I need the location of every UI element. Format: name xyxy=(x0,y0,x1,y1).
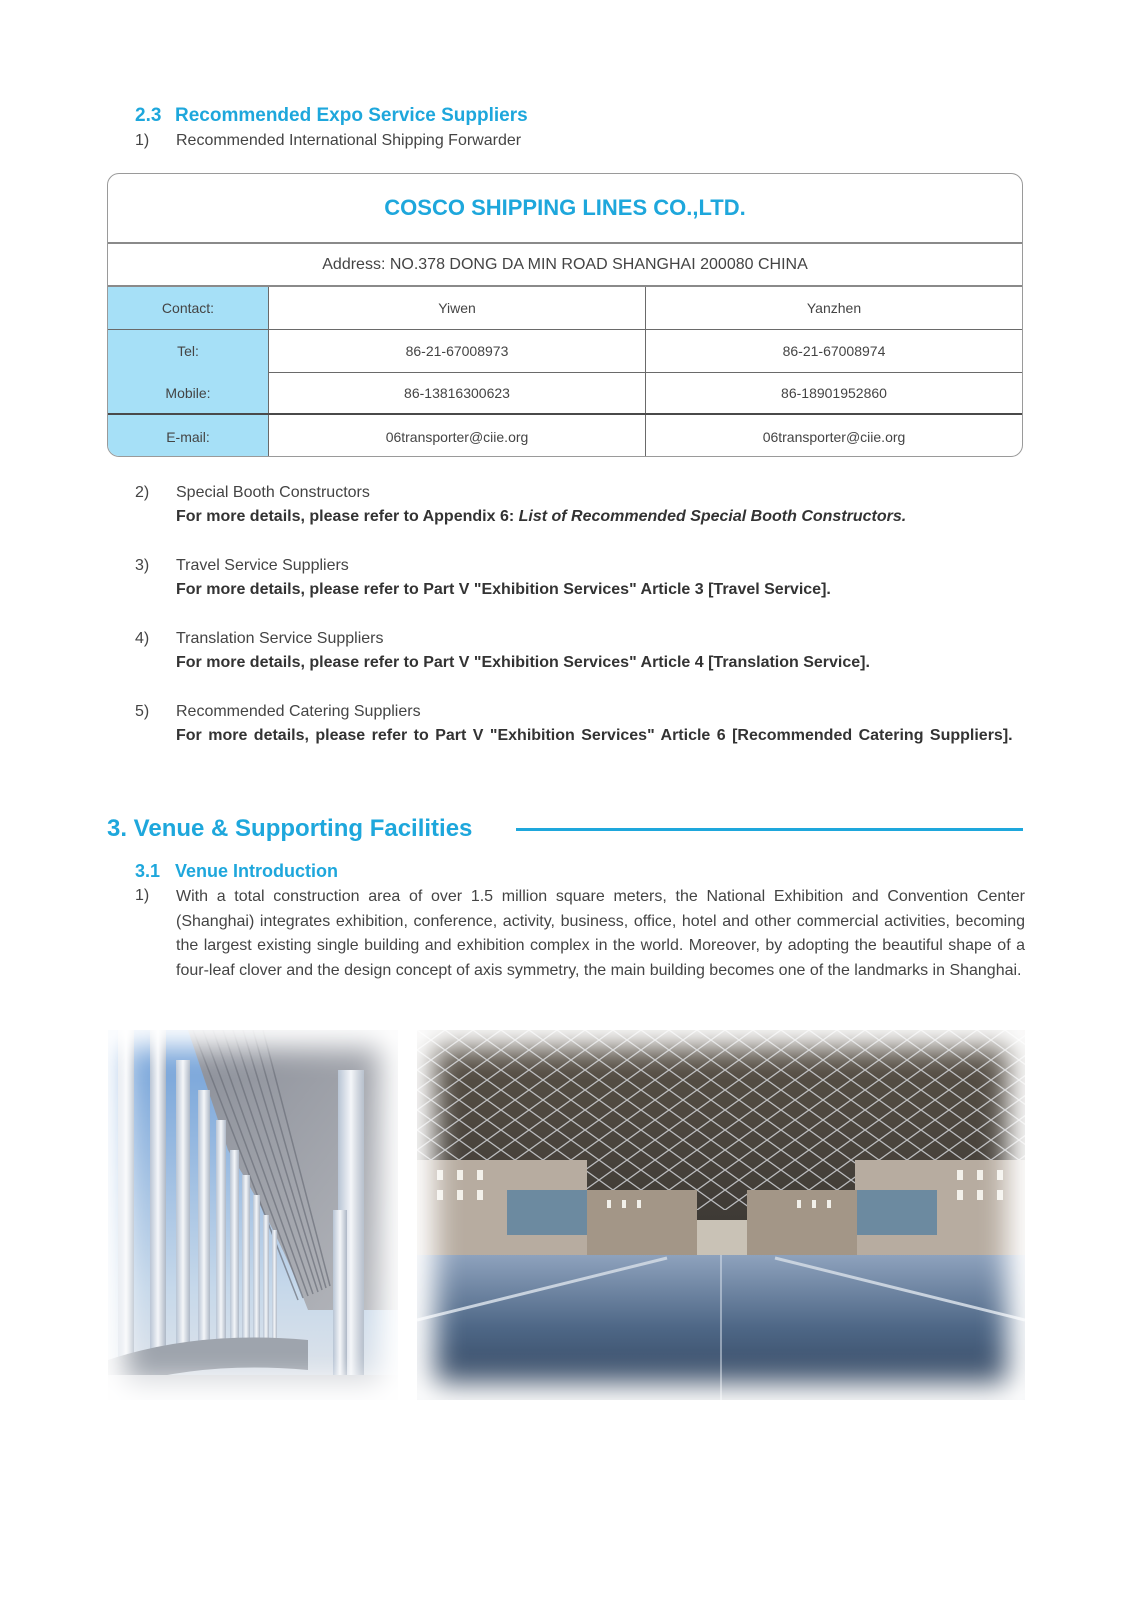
colonnade-image-icon xyxy=(108,1030,398,1400)
appendix-title: List of Recommended Special Booth Constructors. xyxy=(518,508,907,525)
company-address: Address: NO.378 DONG DA MIN ROAD SHANGHAI 200080 CHINA xyxy=(108,244,1022,287)
table-row-mobile xyxy=(108,372,1022,415)
row-label: Contact: xyxy=(108,287,269,329)
forwarder-contact-table xyxy=(107,173,1023,457)
row-label: Tel: xyxy=(108,330,269,372)
item-label: Special Booth Constructors xyxy=(176,484,370,501)
list-item-5 xyxy=(135,703,1015,723)
contact-1-email[interactable]: 06transporter@ciie.org xyxy=(269,415,646,457)
contact-2-name: Yanzhen xyxy=(806,300,862,316)
contact-1-mobile: 86-13816300623 xyxy=(269,372,646,413)
section-heading-2-3 xyxy=(135,105,528,127)
section-heading-3-1 xyxy=(135,861,338,882)
list-item-1 xyxy=(135,132,1015,152)
item-number: 4) xyxy=(135,630,150,647)
row-label: E-mail: xyxy=(108,415,269,457)
table-row-tel xyxy=(108,330,1022,373)
section-number: 2.3 xyxy=(135,105,162,126)
list-item-2 xyxy=(135,484,1015,504)
item-number: 3) xyxy=(135,557,150,574)
section-heading-3: 3. Venue & Supporting Facilities xyxy=(107,815,473,842)
contact-2-tel: 86-21-67008974 xyxy=(782,343,886,359)
hall-image-icon xyxy=(417,1030,1025,1400)
item-4-reference: For more details, please refer to Part V "Exhibition Services" Article 4 [Translation Service]. xyxy=(176,654,870,671)
exhibition-hall-interior-photo xyxy=(417,1030,1025,1400)
item-number: 1) xyxy=(135,887,150,904)
table-row-email xyxy=(108,415,1022,457)
company-name: COSCO SHIPPING LINES CO.,LTD. xyxy=(108,174,1022,244)
row-label: Mobile: xyxy=(108,372,269,413)
contact-1-name: Yiwen xyxy=(269,287,646,329)
venue-item-number xyxy=(135,887,165,907)
item-label: Recommended Catering Suppliers xyxy=(176,703,421,720)
venue-introduction-paragraph: With a total construction area of over 1.5 million square meters, the National Exhibition and Convention Center (Shanghai) integrates exhibition, conference, activity, business, office, hotel and other commercial activities, becoming the largest existing single building and exhibition complex in the world. Moreover, by adopting the beautiful shape of a four-leaf clover and the design concept of axis symmetry, the main building becomes one of the landmarks in Shanghai. xyxy=(176,888,1025,979)
table-row-contact xyxy=(108,287,1022,330)
contact-1-tel: 86-21-67008973 xyxy=(269,330,646,372)
section-title: Venue Introduction xyxy=(175,861,339,881)
list-item-4 xyxy=(135,630,1015,650)
item-2-reference xyxy=(176,504,1026,529)
section-divider-line xyxy=(516,828,1023,831)
reference-text: For more details, please refer to Appendix 6: xyxy=(176,508,519,525)
contact-2-mobile: 86-18901952860 xyxy=(781,384,887,401)
section-title: Recommended Expo Service Suppliers xyxy=(175,105,528,126)
item-5-reference: For more details, please refer to Part V "Exhibition Services" Article 6 [Recommended Catering Suppliers]. xyxy=(176,727,1013,744)
section-number: 3.1 xyxy=(135,861,161,881)
item-label: Translation Service Suppliers xyxy=(176,630,384,647)
contact-2-email[interactable]: 06transporter@ciie.org xyxy=(762,428,906,445)
list-item-3 xyxy=(135,557,1015,577)
item-number: 5) xyxy=(135,703,150,720)
venue-exterior-colonnade-photo xyxy=(108,1030,398,1400)
item-label: Travel Service Suppliers xyxy=(176,557,349,574)
item-label: Recommended International Shipping Forwarder xyxy=(176,132,522,149)
item-number: 2) xyxy=(135,484,150,501)
item-number: 1) xyxy=(135,132,150,149)
item-3-reference: For more details, please refer to Part V "Exhibition Services" Article 3 [Travel Service]. xyxy=(176,581,831,598)
